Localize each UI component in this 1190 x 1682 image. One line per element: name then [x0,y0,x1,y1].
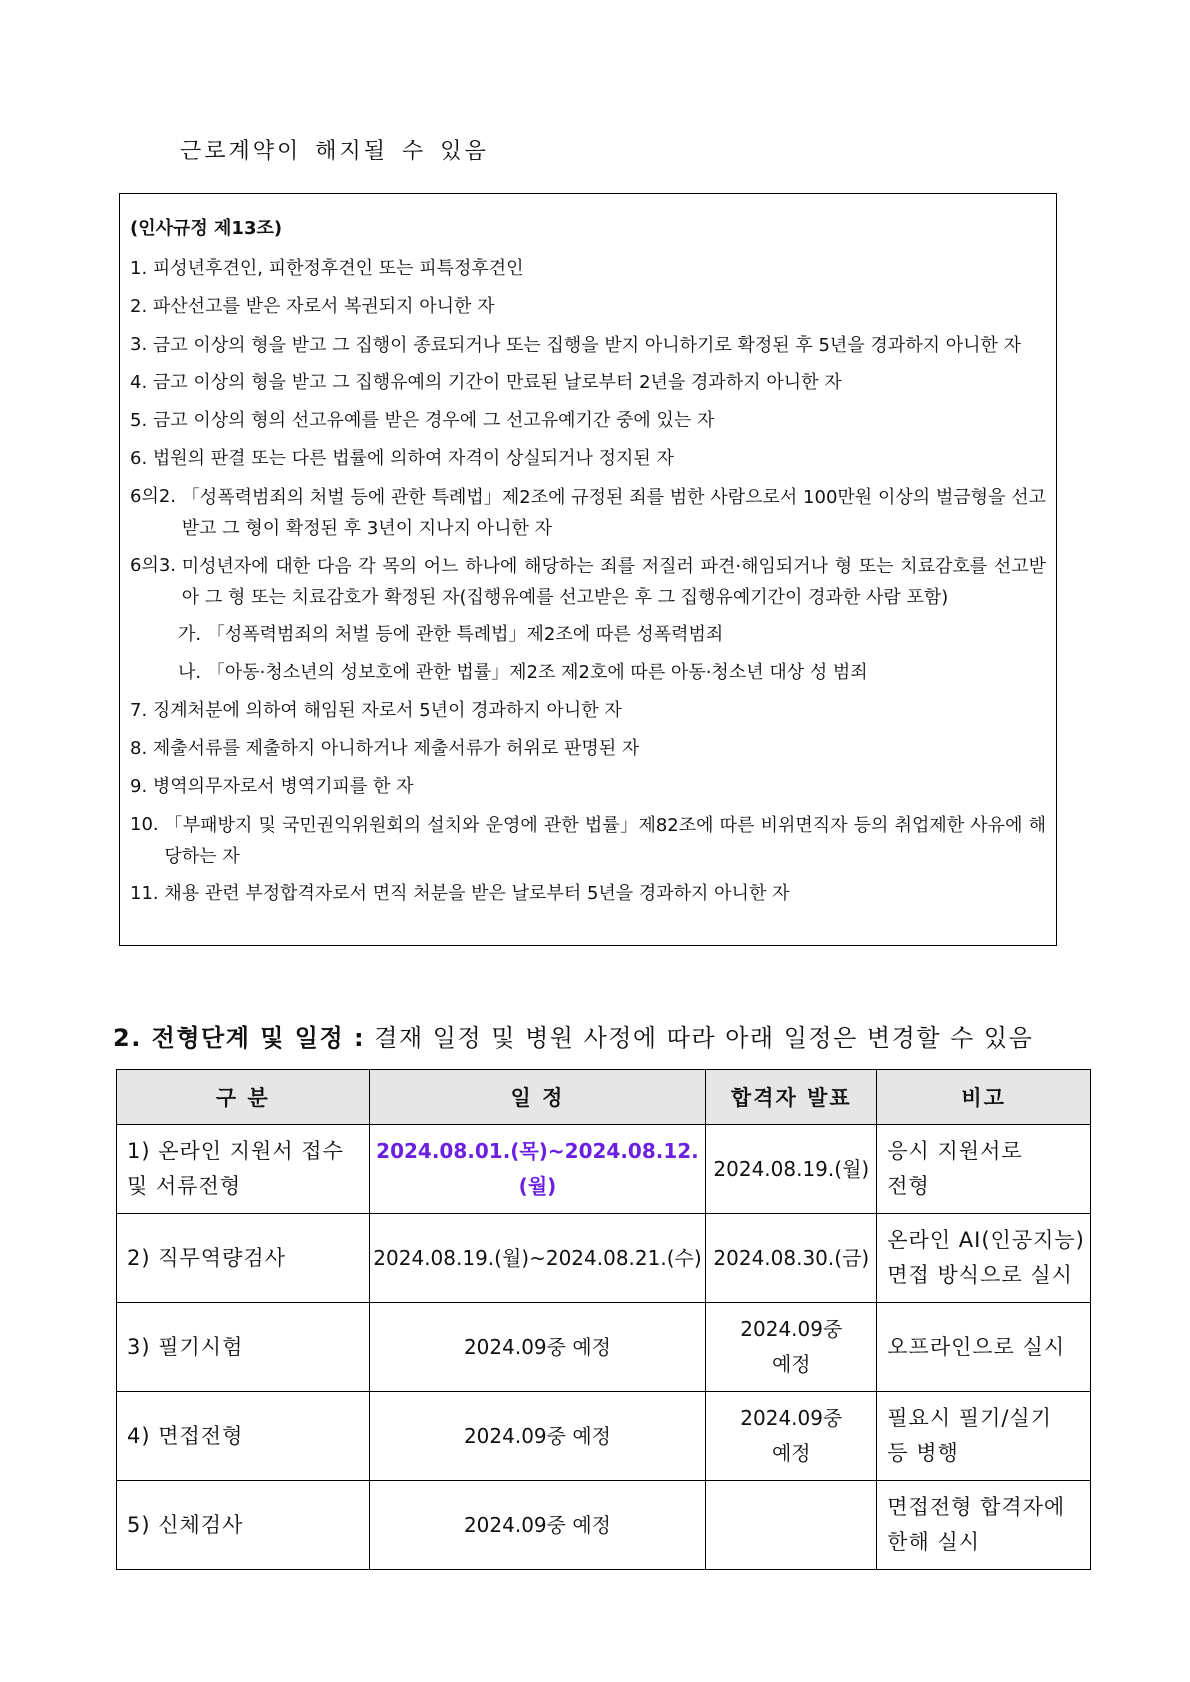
regulation-item-text: 법원의 판결 또는 다른 법률에 의하여 자격이 상실되거나 정지된 자 [152,448,674,469]
regulation-item [130,364,1046,402]
schedule-cell: 2024.09중 예정 [369,1303,706,1392]
regulation-item-number: 1. [130,258,153,279]
schedule-table [116,1069,1091,1570]
stage-cell: 5) 신체검사 [117,1481,370,1570]
regulation-item-number: 11. [130,883,165,904]
regulation-item-number: 3. [130,334,153,355]
remarks-cell: 응시 지원서로 전형 [877,1125,1091,1214]
schedule-cell: 2024.08.01.(목)~2024.08.12.(월) [369,1125,706,1214]
regulation-item-number: 6의2. [130,486,182,507]
remarks-cell: 면접전형 합격자에 한해 실시 [877,1481,1091,1570]
regulation-item [130,402,1046,440]
table-row [117,1125,1091,1214]
header-category: 구 분 [117,1070,370,1125]
stage-cell: 4) 면접전형 [117,1392,370,1481]
schedule-cell: 2024.09중 예정 [369,1481,706,1570]
regulation-item-text: 징계처분에 의하여 해임된 자로서 5년이 경과하지 아니한 자 [152,700,622,721]
regulation-item-text: 금고 이상의 형을 받고 그 집행유예의 기간이 만료된 날로부터 2년을 경과하지 아니한 자 [152,372,842,393]
regulation-item-text: 「부패방지 및 국민권익위원회의 설치와 운영에 관한 법률」제82조에 따른 비위면직자 등의 취업제한 사유에 해당하는 자 [164,815,1046,867]
regulation-item-number: 8. [130,738,153,759]
announcement-cell: 2024.08.30.(금) [706,1214,877,1303]
announcement-cell [706,1481,877,1570]
table-row [117,1303,1091,1392]
regulation-sub-item: 가. 「성폭력범죄의 처벌 등에 관한 특례법」제2조에 따른 성폭력범죄 [178,624,724,645]
remarks-cell: 온라인 AI(인공지능) 면접 방식으로 실시 [877,1214,1091,1303]
regulation-item-text: 병역의무자로서 병역기피를 한 자 [152,776,414,797]
header-schedule: 일 정 [369,1070,706,1125]
regulation-item-text: 채용 관련 부정합격자로서 면직 처분을 받은 날로부터 5년을 경과하지 아니한 자 [164,883,790,904]
regulation-item-number: 7. [130,700,153,721]
announcement-cell: 2024.09중 예정 [706,1392,877,1481]
regulation-sub-item: 나. 「아동·청소년의 성보호에 관한 법률」제2조 제2호에 따른 아동·청소년 대상 성 범죄 [178,662,868,683]
schedule-body [117,1125,1091,1570]
announcement-cell: 2024.08.19.(월) [706,1125,877,1214]
regulation-item-number: 2. [130,296,153,317]
section-title: 2. 전형단계 및 일정 : [113,1024,366,1052]
regulation-item [130,692,1046,730]
regulation-item-number: 9. [130,776,153,797]
regulation-item-number: 4. [130,372,153,393]
regulation-item [130,288,1046,326]
regulation-item [130,478,1046,547]
regulation-item [130,326,1046,364]
remarks-cell: 필요시 필기/실기 등 병행 [877,1392,1091,1481]
regulation-item [130,250,1046,288]
regulation-item-text: 파산선고를 받은 자로서 복권되지 아니한 자 [152,296,495,317]
schedule-cell: 2024.09중 예정 [369,1392,706,1481]
regulation-item-number: 10. [130,814,165,835]
header-remarks: 비고 [877,1070,1091,1125]
regulation-item [130,547,1046,616]
intro-line: 근로계약이 해지될 수 있음 [180,139,489,164]
regulation-item-text: 미성년자에 대한 다음 각 목의 어느 하나에 해당하는 죄를 저질러 파견·해임되거나 형 또는 치료감호를 선고받아 그 형 또는 치료감호가 확정된 자(집행유예를 선고받은 후 그 집행유예기간이 경과한 사람 포함) [181,556,1046,608]
table-row [117,1214,1091,1303]
section-note: 결재 일정 및 병원 사정에 따라 아래 일정은 변경할 수 있음 [374,1024,1034,1052]
stage-cell: 1) 온라인 지원서 접수 및 서류전형 [117,1125,370,1214]
table-row [117,1481,1091,1570]
table-row [117,1392,1091,1481]
schedule-cell: 2024.08.19.(월)~2024.08.21.(수) [369,1214,706,1303]
regulation-item-text: 금고 이상의 형을 받고 그 집행이 종료되거나 또는 집행을 받지 아니하기로 확정된 후 5년을 경과하지 아니한 자 [152,335,1021,356]
regulation-list [130,250,1046,913]
stage-cell: 3) 필기시험 [117,1303,370,1392]
regulation-title: (인사규정 제13조) [130,218,283,239]
section-heading [113,1018,1033,1053]
regulation-item-number: 6. [130,448,153,469]
regulation-item [130,875,1046,913]
remarks-cell: 오프라인으로 실시 [877,1303,1091,1392]
regulation-item [130,768,1046,806]
stage-cell: 2) 직무역량검사 [117,1214,370,1303]
regulation-item-text: 「성폭력범죄의 처벌 등에 관한 특례법」제2조에 규정된 죄를 범한 사람으로서 100만원 이상의 벌금형을 선고받고 그 형이 확정된 후 3년이 지나지 아니한 자 [181,487,1046,539]
regulation-item-text: 피성년후견인, 피한정후견인 또는 피특정후견인 [152,258,524,279]
table-header-row [117,1070,1091,1125]
regulation-item-number: 5. [130,410,153,431]
regulation-item-text: 제출서류를 제출하지 아니하거나 제출서류가 허위로 판명된 자 [152,738,640,759]
regulation-item [130,806,1046,875]
header-announcement: 합격자 발표 [706,1070,877,1125]
regulation-item [130,730,1046,768]
regulation-box [119,193,1057,946]
regulation-item-number: 6의3. [130,555,182,576]
regulation-item-text: 금고 이상의 형의 선고유예를 받은 경우에 그 선고유예기간 중에 있는 자 [152,410,715,431]
regulation-item [130,440,1046,478]
announcement-cell: 2024.09중 예정 [706,1303,877,1392]
